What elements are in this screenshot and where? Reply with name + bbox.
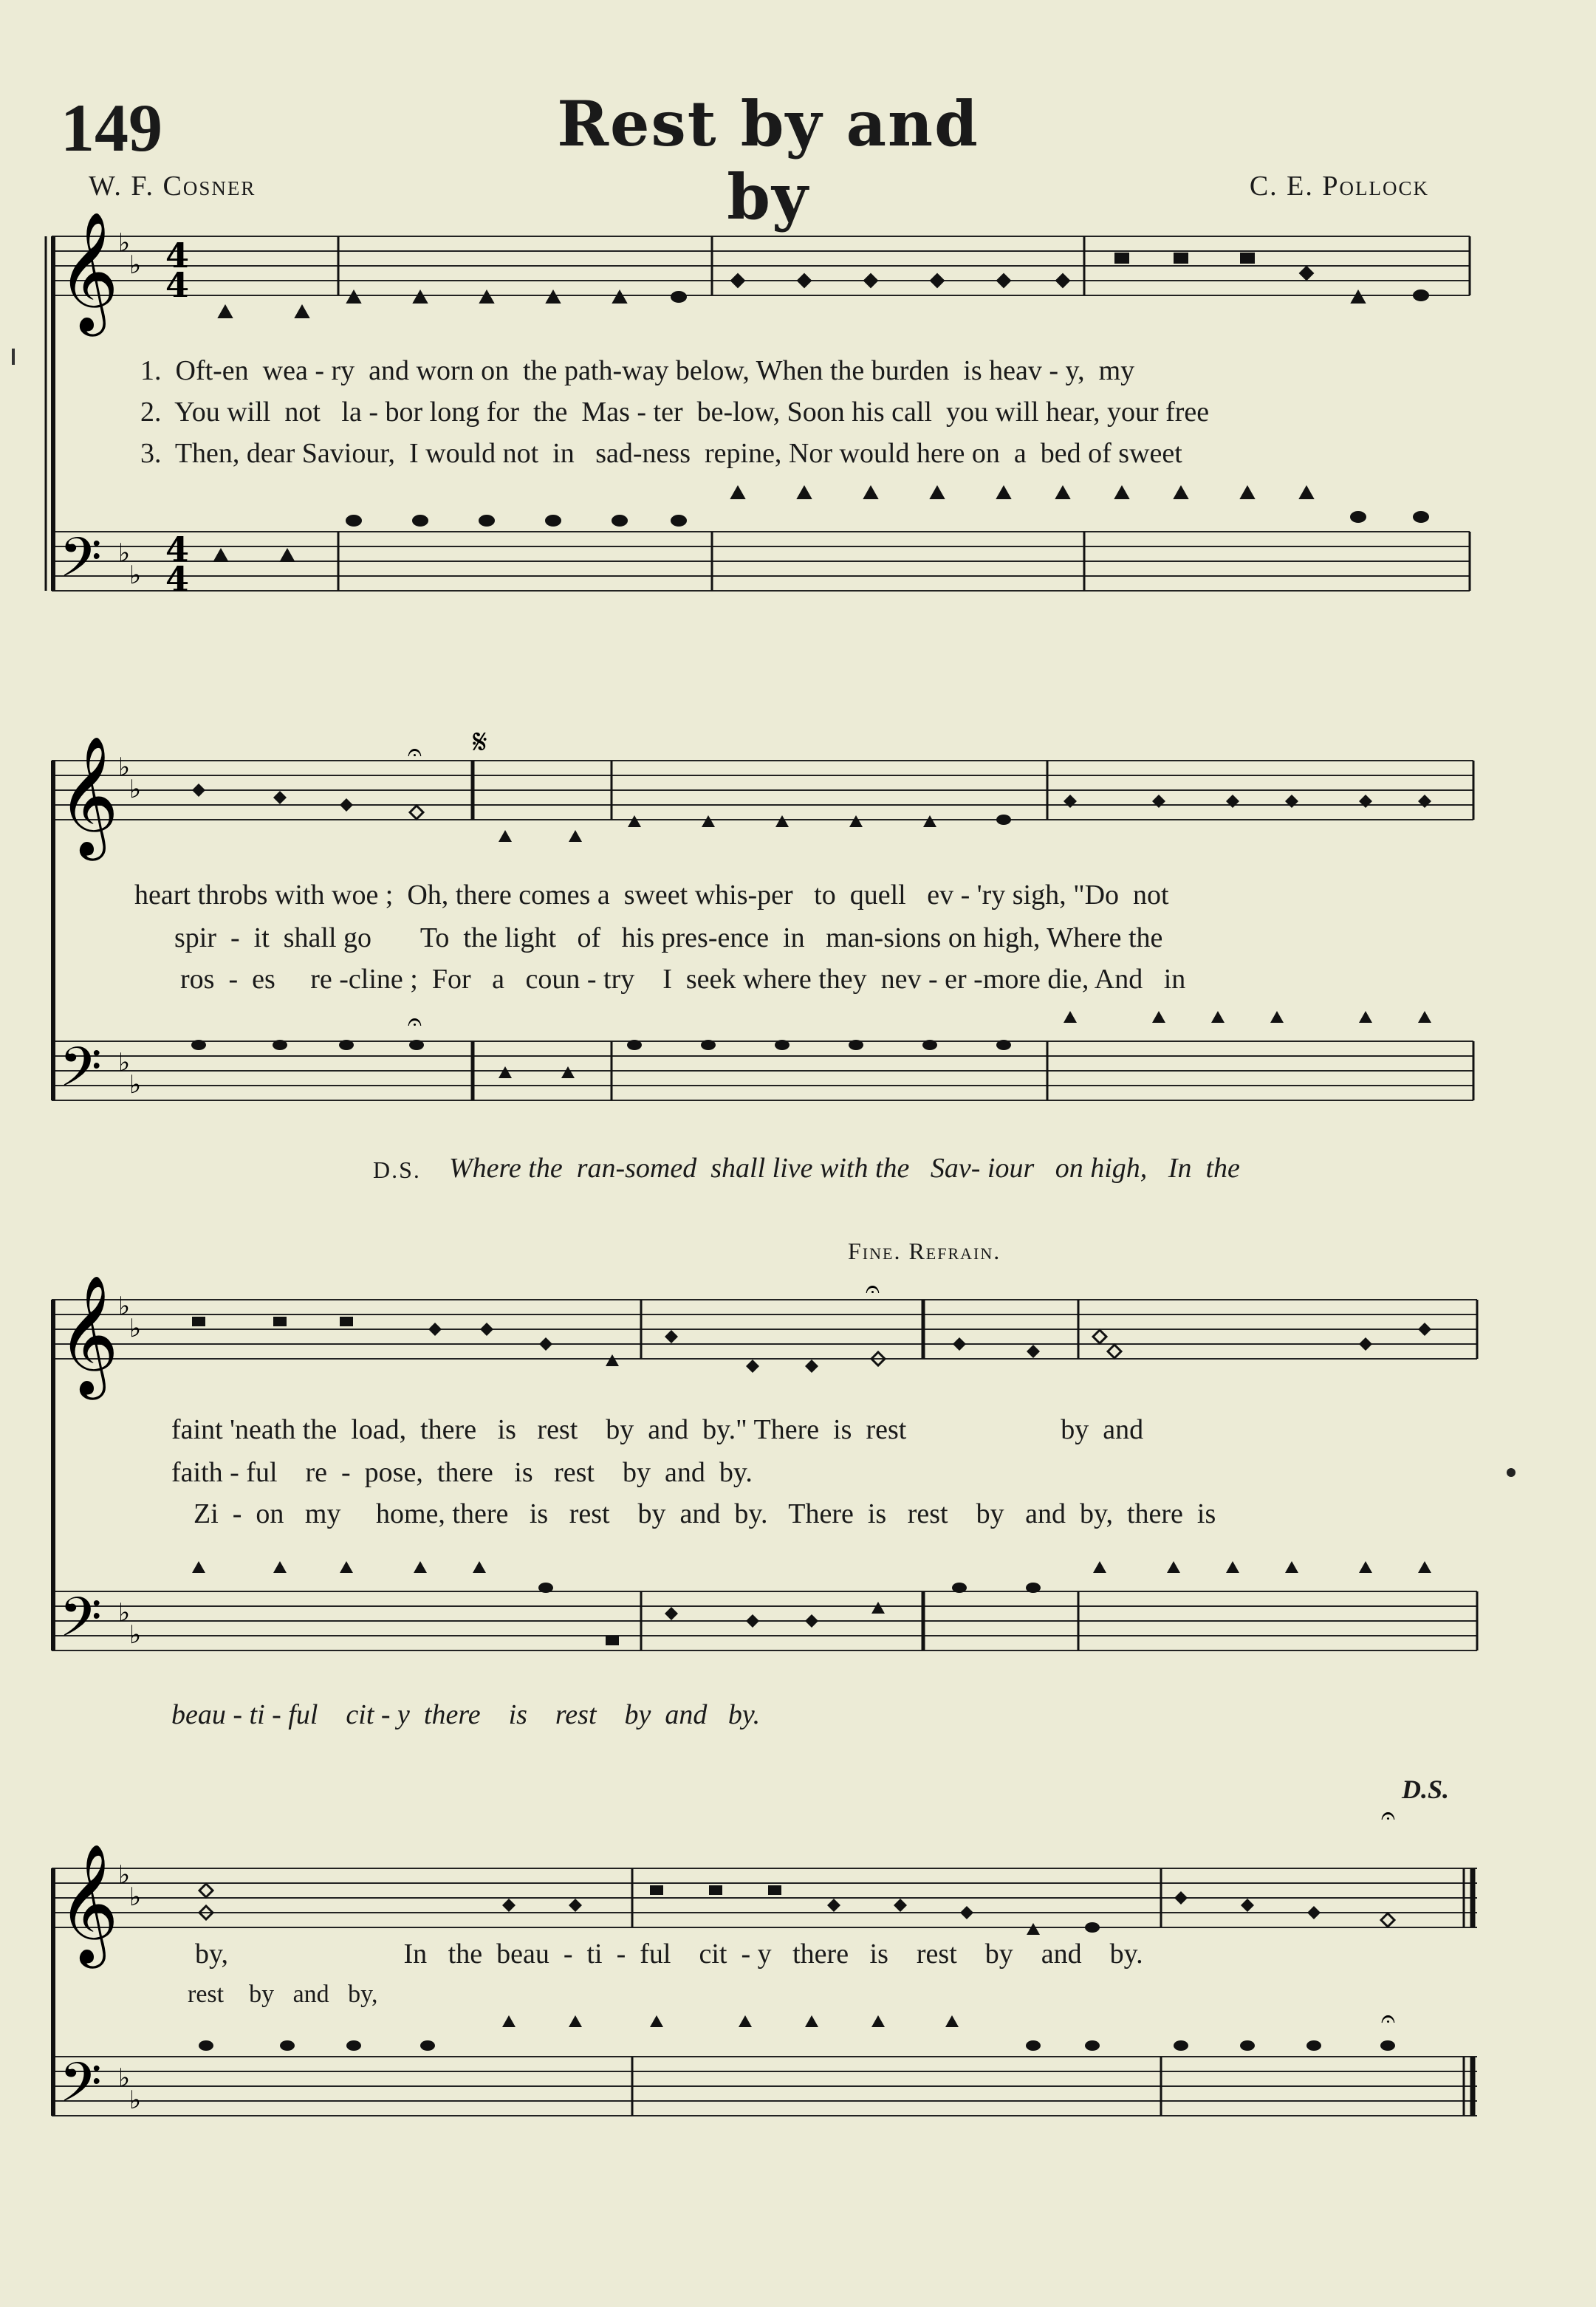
fermata-icon: 𝄐 [1381,2004,1395,2034]
bass-clef-icon: 𝄢 [59,2051,102,2128]
time-signature: 4 [165,529,190,569]
composer-credit: C. E. Pollock [1249,171,1429,202]
ds-marker: D.S. [373,1156,421,1183]
time-signature: 4 [165,559,190,599]
system-3-verse-2: faith - ful re - pose, there is rest by and by. [171,1457,753,1488]
lyricist-credit: W. F. Cosner [89,171,256,202]
treble-clef-icon: 𝄞 [58,736,119,856]
ds-lyric-line: Where the ran-somed shall live with the Sav- iour on high, In the [449,1153,1240,1184]
hymn-number: 149 [61,90,162,165]
flat-sign-icon: ♭ [118,538,131,568]
system-3-verse-1: faint 'neath the load, there is rest by and by." There is rest by and [171,1414,1144,1445]
system-2-verse-1: heart throbs with woe ; Oh, there comes a sweet whis-per to quell ev - 'ry sigh, "Do not [134,880,1169,911]
flat-sign-icon: ♭ [118,1598,131,1628]
flat-sign-icon: ♭ [129,2085,142,2115]
fine-refrain-label: Fine. Refrain. [848,1238,1001,1264]
system-3-bass-lyrics: beau - ti - ful cit - y there is rest by and by. [171,1699,761,1730]
system-1-verse-3: 3. Then, dear Saviour, I would not in sad-ness repine, Nor would here on a bed of sweet [140,438,1182,469]
fermata-icon: 𝄐 [408,738,422,767]
system-3-verse-3: Zi - on my home, there is rest by and by. There is rest by and by, there is [193,1498,1216,1529]
bass-clef-icon: 𝄢 [59,1035,102,1113]
system-1-verse-1: 1. Oft-en wea - ry and worn on the path-way below, When the burden is heav - y, my [140,355,1135,386]
flat-sign-icon: ♭ [118,1860,131,1890]
flat-sign-icon: ♭ [129,250,142,280]
system-2 [52,721,1473,1113]
flat-sign-icon: ♭ [129,1314,142,1343]
treble-clef-icon: 𝄞 [58,1275,119,1395]
flat-sign-icon: ♭ [129,775,142,804]
system-1-bass-staff [52,532,1470,591]
bass-clef-icon: 𝄢 [59,1586,102,1663]
fermata-icon: 𝄐 [408,1007,422,1037]
system-1-treble-staff [52,236,1470,295]
system-2-verse-2: spir - it shall go To the light of his pres-ence in man-sions on high, Where the [174,922,1163,953]
bass-clef-icon: 𝄢 [59,526,102,603]
system-4-treble-lyrics: by, In the beau - ti - ful cit - y there is rest by and by. [195,1939,1143,1970]
flat-sign-icon: ♭ [129,561,142,590]
ds-label: D.S. [1402,1775,1450,1804]
treble-clef-icon: 𝄞 [58,1843,119,1964]
segno-icon: 𝄋 [473,721,487,761]
flat-sign-icon: ♭ [118,2063,131,2093]
flat-sign-icon: ♭ [118,1048,131,1077]
time-signature: 4 [165,265,190,305]
flat-sign-icon: ♭ [129,1620,142,1650]
flat-sign-icon: ♭ [118,753,131,782]
system-1-verse-2: 2. You will not la - bor long for the Mas - ter be-low, Soon his call you will hear, your free [140,397,1210,428]
hymn-title: Rest by and by [557,87,979,233]
time-signature: 4 [165,236,190,275]
flat-sign-icon: ♭ [118,228,131,258]
fermata-icon: 𝄐 [866,1275,880,1304]
ink-dot [1507,1468,1515,1477]
fermata-icon: 𝄐 [1381,1801,1395,1831]
flat-sign-icon: ♭ [118,1292,131,1321]
flat-sign-icon: ♭ [129,1882,142,1912]
system-4-alto-lyrics: rest by and by, [188,1981,378,2008]
flat-sign-icon: ♭ [129,1070,142,1100]
treble-clef-icon: 𝄞 [58,211,119,332]
system-2-verse-3: ros - es re -cline ; For a coun - try I seek where they nev - er -more die, And in [180,964,1186,995]
